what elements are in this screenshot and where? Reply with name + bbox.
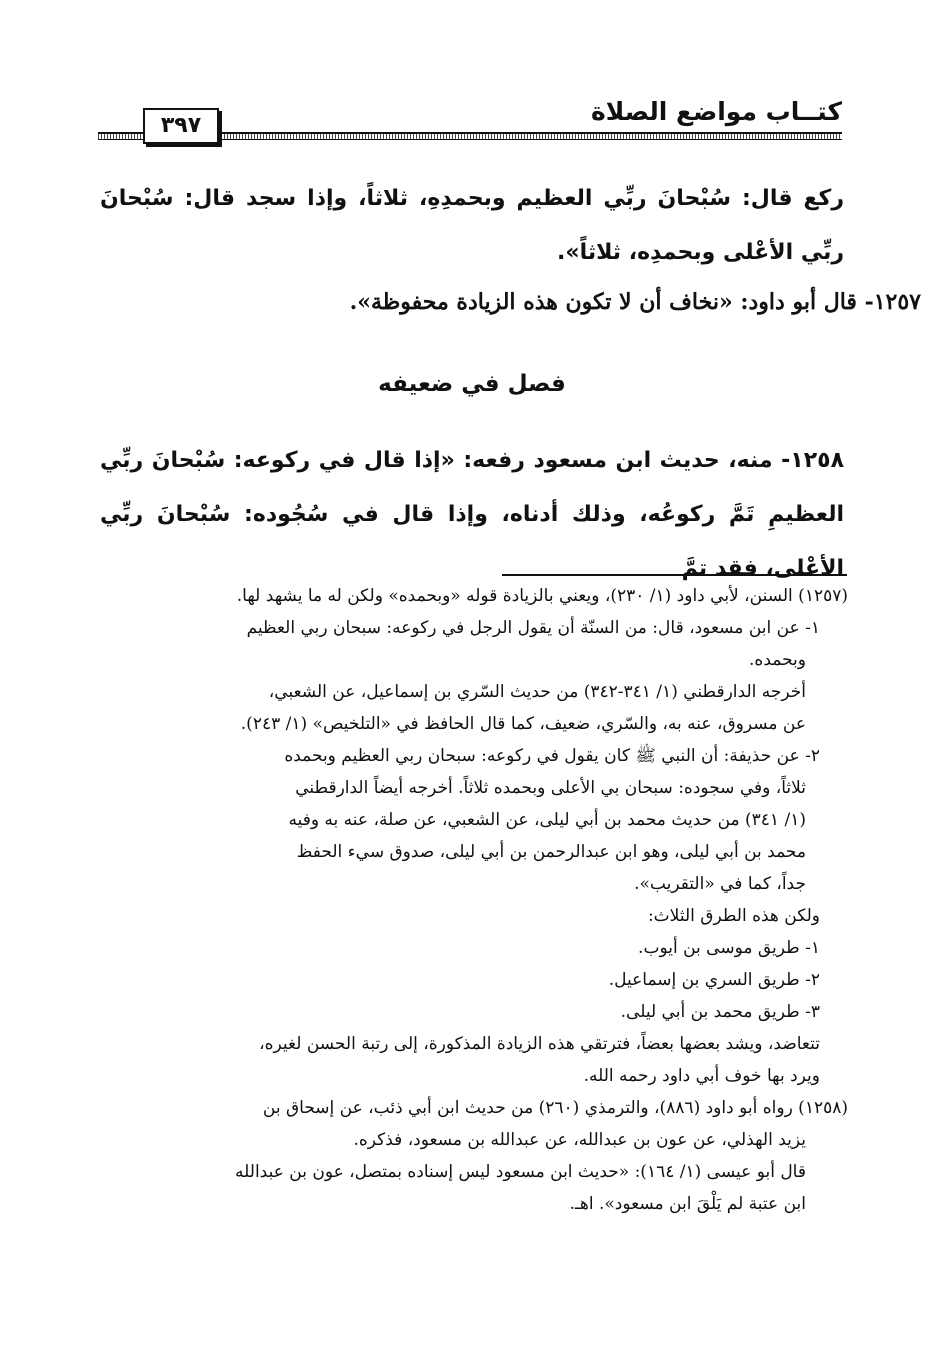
footnote-line: ١- عن ابن مسعود، قال: من السنّة أن يقول الرجل في ركوعه: سبحان ربي العظيم — [246, 618, 820, 638]
footnote-line: ٣- طريق محمد بن أبي ليلى. — [620, 1002, 820, 1022]
footnote-line: تتعاضد، ويشد بعضها بعضاً، فترتقي هذه الزيادة المذكورة، إلى رتبة الحسن لغيره، — [259, 1034, 820, 1054]
paragraph-1257: ١٢٥٧- قال أبو داود: «نخاف أن لا تكون هذه الزيادة محفوظة». — [349, 289, 921, 315]
page-number-box — [143, 108, 219, 144]
footnote-line: ١- طريق موسى بن أيوب. — [638, 938, 820, 958]
footnotes — [94, 580, 848, 1220]
paragraph-1258: ١٢٥٨- منه، حديث ابن مسعود رفعه: «إذا قال في ركوعه: سُبْحانَ ربِّي العظيمِ تَمَّ ركوعُه، وذلك أدناه، وإذا قال في سُجُوده: سُبْحانَ ربِّي الأعْلى، فقد تمَّ — [100, 448, 844, 581]
footnote-line: (١٢٥٨) رواه أبو داود (٨٨٦)، والترمذي (٢٦٠) من حديث ابن أبي ذئب، عن إسحاق بن — [262, 1098, 848, 1118]
page-header — [98, 96, 842, 142]
chapter-title: كتــاب مواضع الصلاة — [590, 97, 842, 126]
footnote-line: وبحمده. — [749, 650, 806, 670]
footnote-line: ويرد بها خوف أبي داود رحمه الله. — [583, 1066, 820, 1086]
footnote-line: ابن عتبة لم يَلْقَ ابن مسعود». اهـ. — [569, 1194, 806, 1214]
page-number: ٣٩٧ — [160, 113, 202, 138]
footnote-line: ثلاثاً، وفي سجوده: سبحان بي الأعلى وبحمده ثلاثاً. أخرجه أيضاً الدارقطني — [295, 778, 806, 798]
footnote-line: جداً، كما في «التقريب». — [634, 874, 806, 894]
footnote-line: محمد بن أبي ليلى، وهو ابن عبدالرحمن بن أبي ليلى، صدوق سيء الحفظ — [296, 842, 806, 862]
footnote-line: ٢- طريق السري بن إسماعيل. — [608, 970, 820, 990]
footnote-line: (١٢٥٧) السنن، لأبي داود (١/ ٢٣٠)، ويعني بالزيادة قوله «وبحمده» ولكن له ما يشهد لها. — [236, 586, 848, 606]
main-text-block — [100, 172, 844, 280]
continuation-paragraph: ركع قال: سُبْحانَ ربِّي العظيم وبحمدِهِ، ثلاثاً، وإذا سجد قال: سُبْحانَ ربِّي الأعْلى وبحمدِه، ثلاثاً». — [100, 186, 844, 265]
footnote-line: يزيد الهذلي، عن عون بن عبدالله، عن عبدالله بن مسعود، فذكره. — [353, 1130, 806, 1150]
footnote-line: عن مسروق، عنه به، والسّري، ضعيف، كما قال الحافظ في «التلخيص» (١/ ٢٤٣). — [240, 714, 806, 734]
footnote-line: (١/ ٣٤١) من حديث محمد بن أبي ليلى، عن الشعبي، عن صلة، عنه به وفيه — [288, 810, 806, 830]
footnote-line: ٢- عن حذيفة: أن النبي ﷺ كان يقول في ركوعه: سبحان ربي العظيم وبحمده — [284, 746, 820, 766]
footnote-line: أخرجه الدارقطني (١/ ٣٤١-٣٤٢) من حديث السّري بن إسماعيل، عن الشعبي، — [268, 682, 806, 702]
section-heading: فصل في ضعيفه — [378, 371, 566, 397]
footnote-separator — [502, 574, 847, 576]
footnote-line: ولكن هذه الطرق الثلاث: — [647, 906, 820, 926]
footnote-line: قال أبو عيسى (١/ ١٦٤): «حديث ابن مسعود ليس إسناده بمتصل، عون بن عبدالله — [235, 1162, 806, 1182]
